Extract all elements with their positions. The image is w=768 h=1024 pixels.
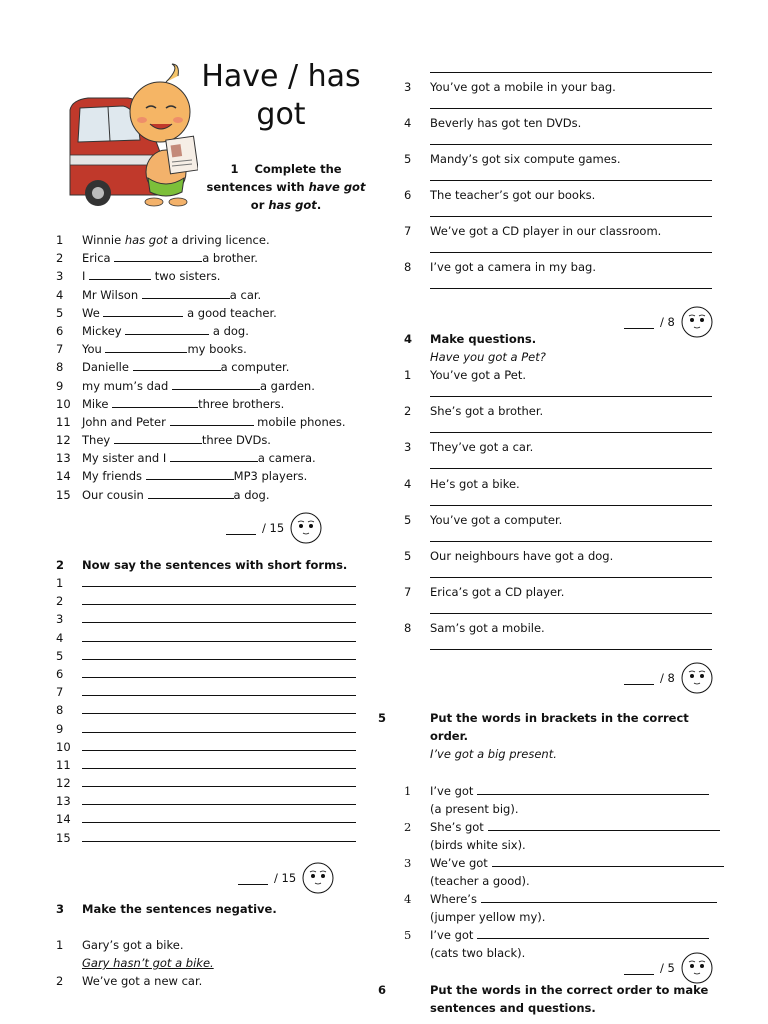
ex2-item: [56, 792, 356, 810]
ex5-item: [404, 890, 717, 908]
ex4-item: [404, 366, 526, 384]
ex2-item: [56, 738, 356, 756]
ex1-item: [56, 486, 345, 504]
item-number: 4: [56, 287, 64, 302]
item-text: three DVDs.: [201, 433, 271, 448]
fill-blank[interactable]: [125, 322, 209, 335]
item-text: my books.: [187, 342, 247, 357]
item-text: We’ve got a CD player in our classroom.: [430, 224, 662, 238]
item-text: My friends: [82, 469, 146, 484]
ex1-instruction: 1 Complete the sentences with have got or has got.: [206, 162, 366, 212]
answer-line[interactable]: [430, 541, 712, 542]
score-blank[interactable]: [624, 316, 654, 329]
ex1-item: [56, 322, 345, 340]
item-number: 14: [56, 469, 71, 484]
ex5-item: [404, 926, 709, 944]
item-text: She’s got a brother.: [430, 404, 544, 419]
item-number: 9: [56, 378, 64, 393]
ex4-score: / 8: [624, 662, 713, 694]
face-icon: [681, 662, 713, 694]
score-blank[interactable]: [624, 962, 654, 975]
ex3-item-2: 2 We’ve got a new car.: [56, 974, 203, 988]
item-number: 2: [404, 404, 412, 419]
ex1-item: [56, 395, 345, 413]
ex1-item: [56, 377, 345, 395]
item-number: 4: [404, 476, 412, 491]
ex2-item: [56, 665, 356, 683]
answer-line[interactable]: [82, 810, 356, 823]
ex1-item: [56, 449, 345, 467]
answer-line[interactable]: [430, 252, 712, 253]
ex3-item: [404, 222, 661, 240]
ex1-score: / 15: [226, 512, 322, 544]
item-text: I: [82, 269, 90, 284]
answer-line[interactable]: [477, 926, 709, 939]
item-number: 8: [404, 621, 412, 636]
ex4-item: [404, 402, 543, 420]
ex3-item: [404, 186, 595, 204]
item-number: 3: [404, 856, 412, 870]
ex3-heading: 3 Make the sentences negative.: [56, 902, 277, 916]
ex1-list: [56, 231, 345, 504]
ex4-example: Have you got a Pet?: [430, 350, 546, 364]
answer-line[interactable]: [477, 782, 709, 795]
item-number: 9: [56, 721, 64, 736]
ex1-number: 1: [230, 162, 239, 176]
fill-blank[interactable]: [148, 486, 234, 499]
item-number: 13: [56, 451, 71, 466]
fill-blank[interactable]: [146, 467, 234, 480]
answer-line[interactable]: [82, 792, 356, 805]
item-number: 7: [56, 342, 64, 357]
ex5-item: [404, 818, 720, 836]
answer-line[interactable]: [481, 890, 717, 903]
ex1-item: [56, 413, 345, 431]
item-text: Sam’s got a mobile.: [430, 621, 545, 636]
item-number: 8: [404, 260, 412, 274]
ex1-item: [56, 467, 345, 485]
fill-blank[interactable]: [114, 249, 202, 262]
face-icon: [681, 952, 713, 984]
item-text: Our neighbours have got a dog.: [430, 549, 614, 563]
answer-line[interactable]: [82, 774, 356, 787]
answer-line[interactable]: [82, 574, 356, 587]
ex1-item: [56, 286, 345, 304]
page-title: Have / has got: [201, 59, 361, 132]
item-text: Where’s: [430, 892, 477, 906]
answer-line[interactable]: [82, 665, 356, 678]
answer-line[interactable]: [430, 180, 712, 181]
answer-line[interactable]: [82, 829, 356, 842]
item-number: 11: [56, 757, 71, 772]
ex2-item: [56, 829, 356, 847]
answer-line[interactable]: [430, 144, 712, 145]
ex3-item: [404, 258, 596, 276]
item-number: 15: [56, 487, 71, 502]
ex1-item: [56, 358, 345, 376]
item-text: Erica’s got a CD player.: [430, 585, 565, 600]
item-text: a dog.: [209, 323, 249, 338]
score-blank[interactable]: [238, 872, 268, 885]
item-text: MP3 players.: [233, 469, 308, 484]
left-column: [56, 0, 366, 1024]
item-text: John and Peter: [82, 414, 170, 429]
ex4-item: [404, 511, 562, 529]
fill-blank[interactable]: [114, 431, 202, 444]
item-text: You’ve got a Pet.: [430, 368, 526, 382]
item-text: three brothers.: [198, 396, 285, 411]
ex5-item: [404, 782, 709, 800]
ex2-score: / 15: [238, 862, 334, 894]
item-text: I’ve got: [430, 784, 474, 798]
answer-line[interactable]: [82, 738, 356, 751]
item-text: He’s got a bike.: [430, 476, 520, 491]
ex2-list: [56, 574, 356, 847]
item-text: Winnie: [82, 233, 125, 247]
answer-line[interactable]: [82, 756, 356, 769]
item-text: Mr Wilson: [82, 287, 142, 302]
item-number: 13: [56, 794, 71, 809]
item-number: 1: [404, 784, 412, 798]
item-text: a good teacher.: [183, 305, 277, 320]
item-text: We’ve got: [430, 856, 488, 870]
item-text: my mum’s dad: [82, 378, 172, 393]
answer-line[interactable]: [82, 701, 356, 714]
item-text: You: [82, 342, 106, 357]
ex4-item: [404, 583, 564, 601]
ex1-item: [56, 267, 345, 285]
item-number: 12: [56, 433, 71, 448]
item-number: 6: [56, 666, 64, 681]
item-text: I’ve got: [430, 928, 474, 942]
item-number: 3: [404, 440, 412, 455]
answer-line[interactable]: [430, 649, 712, 650]
ex3-example-answer: Gary hasn’t got a bike.: [82, 956, 214, 970]
item-number: 5: [404, 549, 412, 563]
item-text: a car.: [229, 287, 262, 302]
answer-line[interactable]: [430, 613, 712, 614]
item-number: 15: [56, 830, 71, 845]
ex2-item: [56, 683, 356, 701]
answer-line[interactable]: [492, 854, 724, 867]
item-number: 5: [56, 305, 64, 320]
ex4-heading: 4 Make questions.: [404, 332, 537, 346]
item-text: a driving licence.: [167, 233, 270, 247]
item-number: 3: [56, 269, 64, 284]
score-blank[interactable]: [624, 672, 654, 685]
ex2-item: [56, 647, 356, 665]
fill-blank[interactable]: [133, 358, 221, 371]
ex1-item: [56, 249, 345, 267]
fill-blank[interactable]: [172, 377, 260, 390]
item-text: Mike: [82, 396, 113, 411]
item-number: 1: [404, 368, 412, 382]
ex2-heading: 2 Now say the sentences with short forms.: [56, 558, 348, 572]
ex3-item: [404, 114, 581, 132]
item-number: 5: [404, 152, 412, 166]
item-number: 5: [404, 928, 412, 942]
item-number: 2: [404, 820, 412, 834]
item-number: 1: [56, 576, 64, 590]
item-number: 3: [404, 80, 412, 94]
answer-line[interactable]: [82, 720, 356, 733]
fill-blank[interactable]: [105, 340, 187, 353]
item-text: Danielle: [82, 360, 133, 375]
ex2-item: [56, 610, 356, 628]
item-text: My sister and I: [82, 451, 170, 466]
ex4-item: [404, 547, 613, 565]
ex6-heading: 6 Put the words in the correct order to make sentences and questions.: [378, 983, 709, 1015]
ex2-item: [56, 574, 356, 592]
item-number: 8: [56, 703, 64, 718]
item-number: 3: [56, 612, 64, 627]
item-text: We: [82, 305, 104, 320]
ex3-item-1: 1 Gary’s got a bike.: [56, 938, 184, 952]
item-text: The teacher’s got our books.: [430, 188, 596, 202]
ex2-item: [56, 774, 356, 792]
word-hint: (jumper yellow my).: [430, 910, 546, 924]
item-number: 10: [56, 396, 71, 411]
ex2-item: [56, 810, 356, 828]
item-number: 2: [56, 251, 64, 266]
ex2-item: [56, 720, 356, 738]
ex1-item: [56, 304, 345, 322]
item-number: 12: [56, 776, 71, 791]
item-number: 4: [56, 630, 64, 645]
ex5-heading: 5 Put the words in brackets in the correct order.: [378, 711, 689, 743]
answer-line[interactable]: [430, 577, 712, 578]
item-text: They: [82, 433, 114, 448]
fill-blank[interactable]: [103, 304, 183, 317]
item-text: Mandy’s got six compute games.: [430, 152, 621, 166]
ex5-example: I’ve got a big present.: [430, 747, 557, 761]
ex5-score: / 5: [624, 952, 713, 984]
answer-line[interactable]: [82, 610, 356, 623]
ex1-item: [56, 340, 345, 358]
ex4-item: [404, 619, 545, 637]
item-text: Our cousin: [82, 487, 148, 502]
item-number: 11: [56, 414, 71, 429]
ex2-item: [56, 701, 356, 719]
score-blank[interactable]: [226, 522, 256, 535]
answer-line[interactable]: [430, 468, 712, 469]
ex3-item: [404, 78, 616, 96]
answer-line[interactable]: [430, 108, 712, 109]
item-number: 7: [56, 685, 64, 700]
item-text: a garden.: [259, 378, 315, 393]
item-text: I’ve got a camera in my bag.: [430, 260, 596, 274]
answer-line[interactable]: [488, 818, 720, 831]
fill-blank[interactable]: [89, 267, 151, 280]
word-hint: (teacher a good).: [430, 874, 530, 888]
item-number: 10: [56, 739, 71, 754]
item-text: two sisters.: [151, 269, 221, 284]
item-text: Beverly has got ten DVDs.: [430, 116, 582, 130]
answer-line[interactable]: [430, 216, 712, 217]
item-number: 6: [404, 188, 412, 202]
item-text: a computer.: [220, 360, 290, 375]
item-number: 4: [404, 892, 412, 906]
word-hint: (birds white six).: [430, 838, 526, 852]
ex3-score: / 8: [624, 306, 713, 338]
ex2-item: [56, 592, 356, 610]
item-text: a camera.: [257, 451, 316, 466]
item-text: a dog.: [233, 487, 270, 502]
ex4-item: [404, 438, 533, 456]
ex1-item: [56, 231, 345, 249]
ex3-item: [404, 150, 620, 168]
word-hint: (cats two black).: [430, 946, 526, 960]
fill-blank[interactable]: [142, 286, 230, 299]
answer-line[interactable]: [430, 288, 712, 289]
answer-line[interactable]: [430, 505, 712, 506]
item-number: 6: [56, 323, 64, 338]
item-number: 7: [404, 585, 412, 600]
ex1-item: [56, 431, 345, 449]
answer-line[interactable]: [430, 432, 712, 433]
item-text: You’ve got a computer.: [430, 512, 563, 527]
ex2-item: [56, 756, 356, 774]
ex5-item: [404, 854, 724, 872]
baby-car-clipart: [68, 60, 198, 210]
item-text: Erica: [82, 251, 115, 266]
item-text: Mickey: [82, 323, 126, 338]
item-number: 1: [56, 233, 64, 247]
item-number: 2: [56, 594, 64, 609]
ex4-item: [404, 475, 520, 493]
item-text: They’ve got a car.: [430, 440, 534, 455]
item-text: a brother.: [202, 251, 258, 266]
answer-line[interactable]: [82, 683, 356, 696]
item-text: You’ve got a mobile in your bag.: [430, 80, 616, 94]
word-hint: (a present big).: [430, 802, 519, 816]
ex2-item: [56, 629, 356, 647]
item-number: 5: [56, 648, 64, 663]
answer-line[interactable]: [82, 592, 356, 605]
answer-line[interactable]: [82, 647, 356, 660]
item-number: 7: [404, 224, 412, 238]
right-column: [378, 0, 724, 1024]
item-text: mobile phones.: [253, 414, 346, 429]
example-answer: has got: [124, 233, 168, 247]
item-number: 4: [404, 116, 412, 130]
fill-blank[interactable]: [170, 449, 258, 462]
answer-line[interactable]: [430, 72, 712, 73]
face-icon: [302, 862, 334, 894]
fill-blank[interactable]: [170, 413, 254, 426]
answer-line[interactable]: [82, 629, 356, 642]
item-text: She’s got: [430, 820, 484, 834]
item-number: 14: [56, 812, 71, 827]
face-icon: [290, 512, 322, 544]
item-number: 8: [56, 360, 64, 375]
answer-line[interactable]: [430, 396, 712, 397]
fill-blank[interactable]: [112, 395, 198, 408]
item-number: 5: [404, 512, 412, 527]
